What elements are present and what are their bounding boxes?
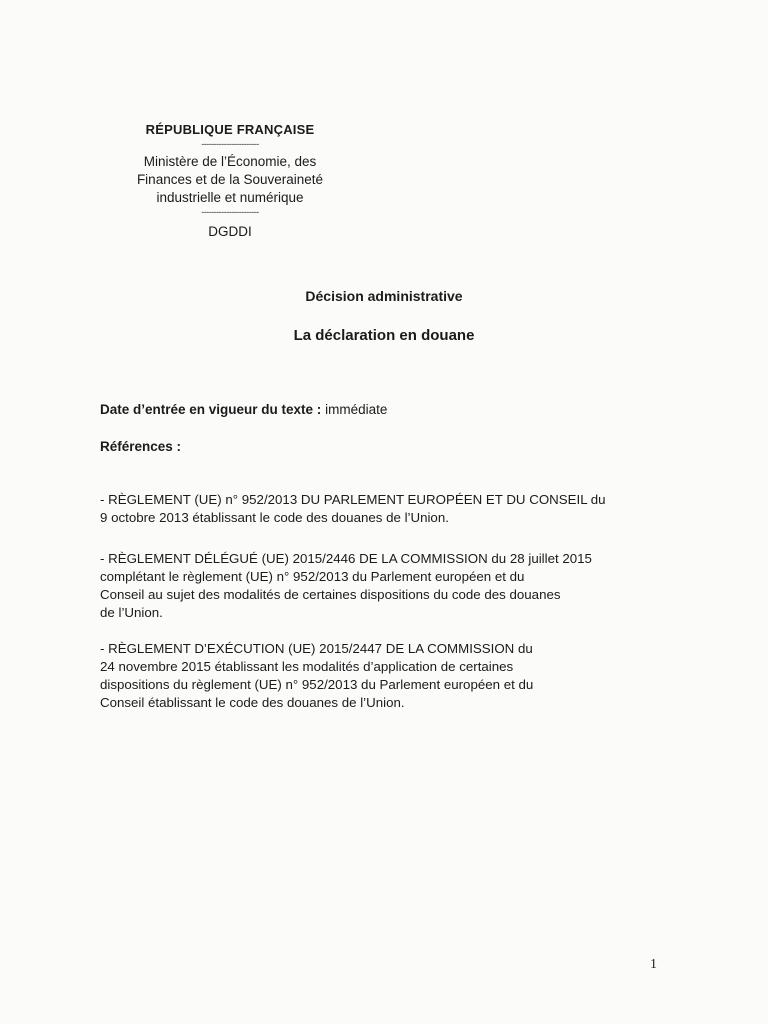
reference-line: Conseil établissant le code des douanes de l’Union. [100, 695, 405, 710]
reference-line: - RÈGLEMENT DÉLÉGUÉ (UE) 2015/2446 DE LA COMMISSION du 28 juillet 2015 [100, 551, 592, 566]
reference-line: 24 novembre 2015 établissant les modalités d’application de certaines [100, 659, 514, 674]
reference-item [100, 640, 662, 712]
reference-line: dispositions du règlement (UE) n° 952/2013 du Parlement européen et du [100, 677, 534, 692]
effective-date [100, 402, 387, 417]
ministry-line: industrielle et numérique [156, 190, 304, 205]
header-divider: ----------------------- [201, 207, 259, 217]
reference-line: 9 octobre 2013 établissant le code des douanes de l’Union. [100, 510, 449, 525]
reference-line: complétant le règlement (UE) n° 952/2013 du Parlement européen et du [100, 569, 525, 584]
page-number: 1 [650, 957, 657, 972]
ministry-line: Finances et de la Souveraineté [136, 172, 324, 187]
reference-line: de l’Union. [100, 605, 163, 620]
effective-date-value: immédiate [325, 402, 388, 417]
ministry-line: Ministère de l’Économie, des [143, 154, 317, 169]
agency-name: DGDDI [208, 224, 252, 239]
effective-date-label: Date d’entrée en vigueur du texte : [100, 402, 322, 417]
references-label: Références : [100, 439, 182, 454]
reference-item [100, 550, 662, 622]
reference-line: - RÈGLEMENT (UE) n° 952/2013 DU PARLEMENT EUROPÉEN ET DU CONSEIL du [100, 492, 606, 507]
reference-line: - RÈGLEMENT D’EXÉCUTION (UE) 2015/2447 DE LA COMMISSION du [100, 641, 533, 656]
reference-line: Conseil au sujet des modalités de certaines dispositions du code des douanes [100, 587, 561, 602]
ministry-name [105, 153, 355, 207]
letterhead [105, 121, 355, 241]
republic-name: RÉPUBLIQUE FRANÇAISE [145, 122, 315, 137]
reference-item [100, 491, 662, 527]
document-title: La déclaration en douane [293, 327, 475, 344]
header-divider: ----------------------- [201, 139, 259, 149]
document-type: Décision administrative [305, 288, 463, 304]
